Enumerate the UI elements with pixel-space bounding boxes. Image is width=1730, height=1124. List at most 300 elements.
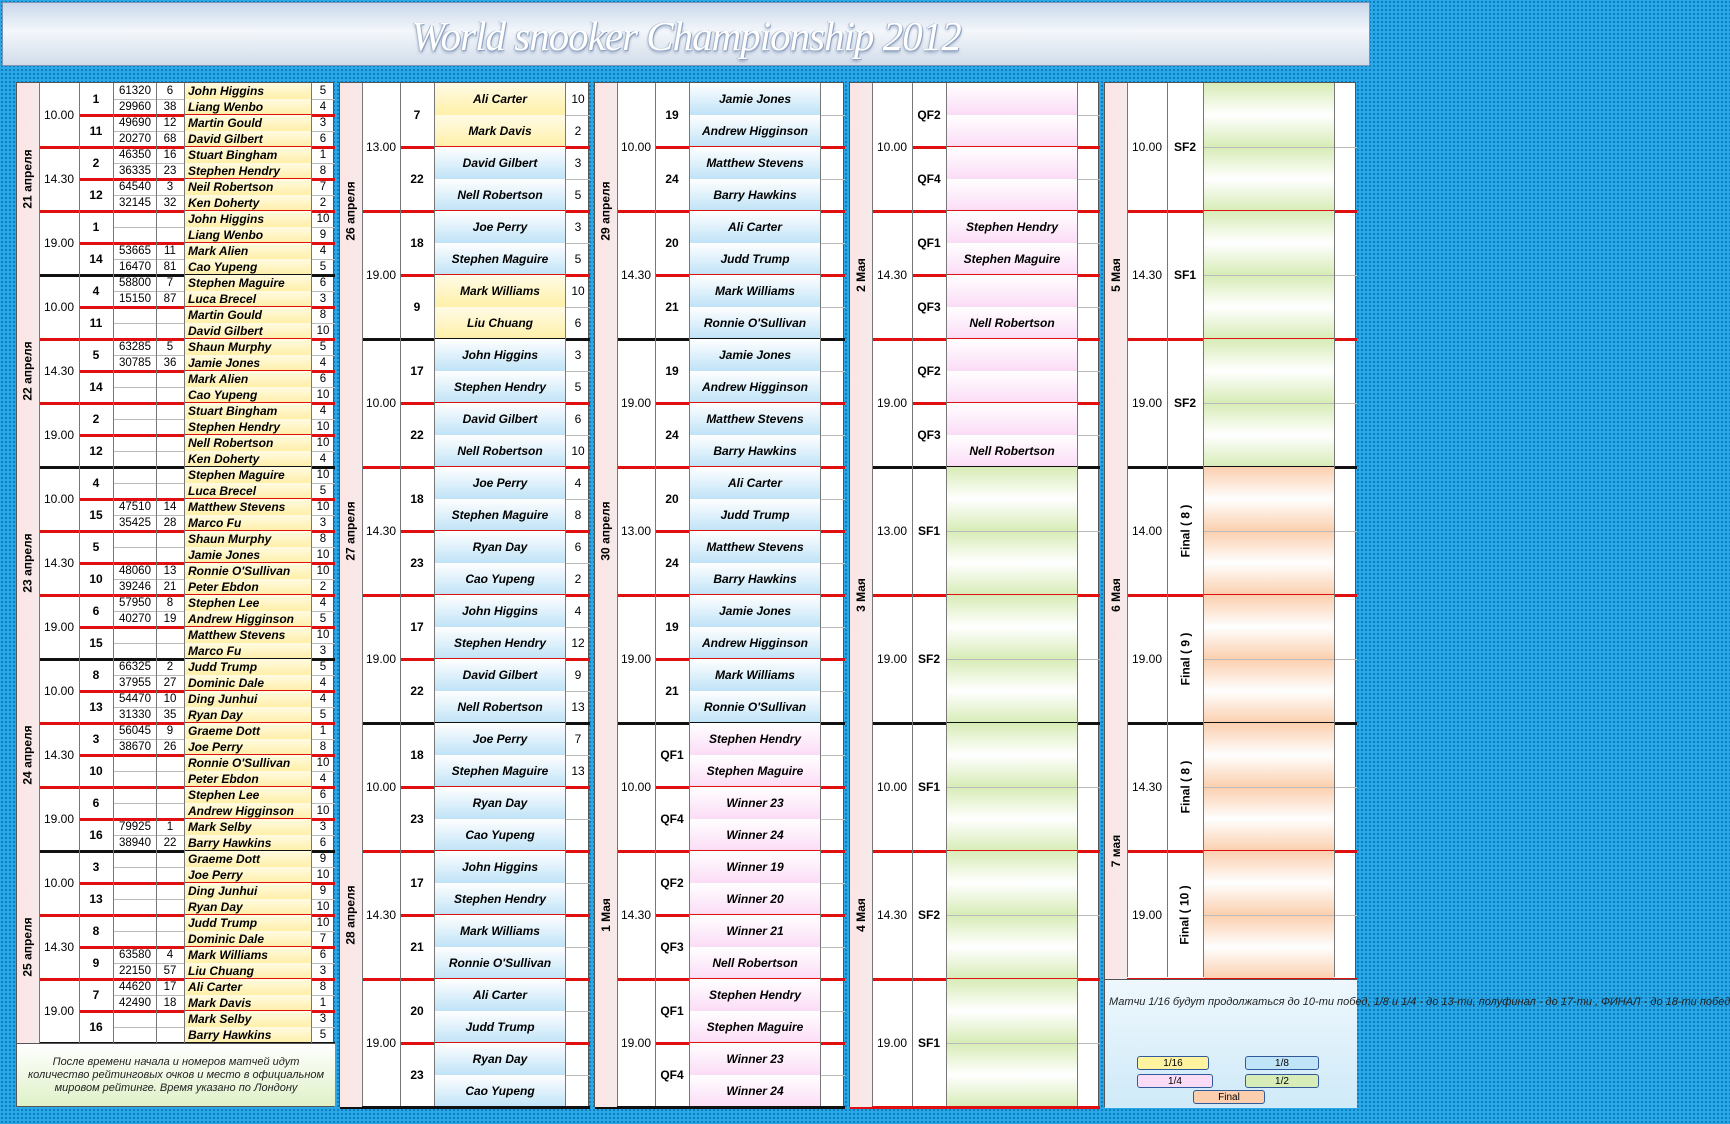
day-label <box>850 467 872 723</box>
day-label-text: 3 Мая <box>854 578 869 612</box>
world-rank: 8 <box>166 597 174 609</box>
player-name: Mark Williams <box>435 275 565 307</box>
match-number: 1 <box>92 220 100 234</box>
match-number: 22 <box>410 684 424 698</box>
player-name: Matthew Stevens <box>690 403 820 435</box>
match-number: 15 <box>89 508 103 522</box>
ranking-points: 48060 <box>119 565 151 577</box>
ranking-points: 58800 <box>119 277 151 289</box>
player-name <box>947 339 1077 371</box>
world-rank: 1 <box>166 821 174 833</box>
session-time: 19.00 <box>1131 652 1163 666</box>
ranking-points: 61320 <box>119 85 151 97</box>
player-name: Judd Trump <box>185 915 311 931</box>
frame-score <box>821 755 845 787</box>
match-number: QF3 <box>660 940 684 954</box>
match-number: 24 <box>665 556 679 570</box>
player-name: Shaun Murphy <box>185 531 311 547</box>
player-name: Barry Hawkins <box>185 1027 311 1043</box>
match-number: 21 <box>665 684 679 698</box>
match-number: 2 <box>92 156 100 170</box>
player-name: Stephen Maguire <box>435 499 565 531</box>
frame-score <box>1335 403 1357 467</box>
session-time: 10.00 <box>43 684 75 698</box>
frame-score <box>1078 851 1100 915</box>
player-name: John Higgins <box>185 83 311 99</box>
day-label <box>17 83 39 275</box>
frame-score: 5 <box>319 613 327 625</box>
player-name: Winner 23 <box>690 1043 820 1075</box>
frame-score <box>821 371 845 403</box>
frame-score: 5 <box>319 341 327 353</box>
world-rank: 16 <box>163 149 177 161</box>
frame-score: 8 <box>319 165 327 177</box>
frame-score: 6 <box>319 789 327 801</box>
frame-score <box>1078 915 1100 979</box>
player-name: Ryan Day <box>185 899 311 915</box>
frame-score: 10 <box>316 389 330 401</box>
player-name: Jamie Jones <box>690 595 820 627</box>
day-label-text: 24 апреля <box>21 725 36 785</box>
match-number <box>1167 595 1203 723</box>
ranking-points: 20270 <box>119 133 151 145</box>
frame-score: 8 <box>319 533 327 545</box>
ranking-points: 39246 <box>119 581 151 593</box>
ranking-points <box>114 1027 156 1043</box>
player-name: David Gilbert <box>185 323 311 339</box>
match-number: 18 <box>410 236 424 250</box>
player-slot <box>947 979 1077 1043</box>
frame-score <box>1078 115 1100 147</box>
frame-score: 1 <box>319 149 327 161</box>
match-number: 10 <box>89 764 103 778</box>
match-number <box>1167 339 1203 467</box>
match-number: 17 <box>410 876 424 890</box>
player-slot <box>947 851 1077 915</box>
player-name: Stephen Maguire <box>690 1011 820 1043</box>
player-name: Martin Gould <box>185 307 311 323</box>
player-name: Cao Yupeng <box>435 563 565 595</box>
player-name: Matthew Stevens <box>690 531 820 563</box>
session-time: 19.00 <box>43 620 75 634</box>
match-number: 17 <box>410 364 424 378</box>
frame-score: 6 <box>319 373 327 385</box>
ranking-points <box>114 931 156 947</box>
match-number: 20 <box>410 1004 424 1018</box>
ranking-points: 30785 <box>119 357 151 369</box>
match-number: 22 <box>410 172 424 186</box>
frame-score: 2 <box>319 197 327 209</box>
player-name: Nell Robertson <box>947 307 1077 339</box>
player-name: Matthew Stevens <box>185 627 311 643</box>
world-rank: 14 <box>163 501 177 513</box>
frame-score: 10 <box>316 869 330 881</box>
frame-score <box>821 339 845 371</box>
frame-score: 3 <box>319 645 327 657</box>
frame-score <box>821 627 845 659</box>
session-time: 14.30 <box>43 172 75 186</box>
frame-score: 4 <box>319 773 327 785</box>
ranking-points: 42490 <box>119 997 151 1009</box>
match-number: 4 <box>92 284 100 298</box>
column-divider <box>400 83 401 1106</box>
frame-score <box>566 915 590 947</box>
frame-score: 13 <box>571 700 585 714</box>
match-number: 13 <box>89 700 103 714</box>
player-name: Stephen Maguire <box>435 243 565 275</box>
ranking-points <box>114 547 156 563</box>
column-divider <box>689 83 690 1106</box>
frame-score: 2 <box>574 124 582 138</box>
world-rank: 28 <box>163 517 177 529</box>
frame-score <box>1078 1043 1100 1107</box>
match-number-text: Final ( 9 ) <box>1178 632 1193 686</box>
frame-score: 4 <box>319 677 327 689</box>
player-name: Ali Carter <box>690 211 820 243</box>
world-rank <box>156 771 184 787</box>
frame-score <box>821 211 845 243</box>
column-divider <box>1334 83 1335 977</box>
ranking-points <box>114 755 156 771</box>
player-name: Marco Fu <box>185 643 311 659</box>
column-divider <box>946 83 947 1106</box>
ranking-points <box>114 851 156 867</box>
match-number: QF4 <box>917 172 941 186</box>
player-name <box>947 179 1077 211</box>
player-name: Ali Carter <box>185 979 311 995</box>
player-name: Judd Trump <box>185 659 311 675</box>
frame-score <box>821 179 845 211</box>
player-name: Jamie Jones <box>690 339 820 371</box>
session-time: 19.00 <box>876 396 908 410</box>
column-divider <box>39 83 40 1106</box>
world-rank <box>156 643 184 659</box>
world-rank: 38 <box>163 101 177 113</box>
world-rank <box>156 435 184 451</box>
player-name: Ryan Day <box>185 707 311 723</box>
frame-score: 3 <box>574 348 582 362</box>
match-number: 4 <box>92 476 100 490</box>
player-name: Nell Robertson <box>947 435 1077 467</box>
session-time: 19.00 <box>620 1036 652 1050</box>
match-number: 8 <box>92 924 100 938</box>
column-divider <box>820 83 821 1106</box>
world-rank: 81 <box>163 261 177 273</box>
player-name: Matthew Stevens <box>690 147 820 179</box>
world-rank <box>156 547 184 563</box>
session-time: 13.00 <box>620 524 652 538</box>
player-slot <box>947 659 1077 723</box>
frame-score: 4 <box>319 101 327 113</box>
frame-score <box>1078 531 1100 595</box>
player-name: Stephen Hendry <box>947 211 1077 243</box>
world-rank: 12 <box>163 117 177 129</box>
world-rank: 23 <box>163 165 177 177</box>
world-rank: 2 <box>166 661 174 673</box>
session-time: 10.00 <box>43 300 75 314</box>
player-name: Stephen Lee <box>185 595 311 611</box>
session-time: 19.00 <box>43 428 75 442</box>
frame-score: 10 <box>316 565 330 577</box>
ranking-points <box>114 307 156 323</box>
match-number: 3 <box>92 732 100 746</box>
frame-score <box>1078 243 1100 275</box>
column-divider <box>362 83 363 1106</box>
match-number: 23 <box>410 1068 424 1082</box>
frame-score: 10 <box>316 901 330 913</box>
player-name: Mark Selby <box>185 819 311 835</box>
frame-score: 6 <box>574 540 582 554</box>
day-divider <box>595 1106 845 1109</box>
player-name: Joe Perry <box>435 723 565 755</box>
ranking-points: 29960 <box>119 101 151 113</box>
player-name: Ryan Day <box>435 1043 565 1075</box>
player-name: Stephen Lee <box>185 787 311 803</box>
player-name: Cao Yupeng <box>435 1075 565 1107</box>
match-number: 3 <box>92 860 100 874</box>
ranking-points <box>114 403 156 419</box>
frame-score <box>1078 83 1100 115</box>
player-name: Mark Williams <box>435 915 565 947</box>
match-number: 18 <box>410 492 424 506</box>
frame-score: 9 <box>319 853 327 865</box>
match-number: 22 <box>410 428 424 442</box>
player-name: Shaun Murphy <box>185 339 311 355</box>
frame-score: 1 <box>319 997 327 1009</box>
ranking-points: 38940 <box>119 837 151 849</box>
world-rank: 32 <box>163 197 177 209</box>
player-name: Matthew Stevens <box>185 499 311 515</box>
frame-score: 10 <box>571 284 585 298</box>
session-time: 10.00 <box>43 876 75 890</box>
world-rank <box>156 387 184 403</box>
world-rank: 11 <box>164 245 176 257</box>
day-label-text: 26 апреля <box>344 181 359 241</box>
match-number: 2 <box>92 412 100 426</box>
frame-score <box>566 947 590 979</box>
session-time: 10.00 <box>43 108 75 122</box>
player-name <box>947 371 1077 403</box>
legend-swatch: Final <box>1193 1090 1265 1104</box>
frame-score: 9 <box>319 885 327 897</box>
player-slot <box>1204 211 1334 275</box>
player-name: Ryan Day <box>435 531 565 563</box>
match-number: 7 <box>413 108 421 122</box>
player-slot <box>1204 403 1334 467</box>
player-name: Mark Davis <box>185 995 311 1011</box>
frame-score <box>821 147 845 179</box>
column-divider <box>655 83 656 1106</box>
world-rank <box>156 451 184 467</box>
player-name: Stephen Hendry <box>690 723 820 755</box>
world-rank: 18 <box>163 997 177 1009</box>
ranking-points <box>114 323 156 339</box>
column-divider <box>565 83 566 1106</box>
player-name: Ali Carter <box>690 467 820 499</box>
player-slot <box>1204 275 1334 339</box>
frame-score <box>1335 787 1357 851</box>
ranking-points: 37955 <box>119 677 151 689</box>
title-banner <box>2 2 1370 66</box>
world-rank: 35 <box>163 709 177 721</box>
session-divider <box>850 1106 1100 1109</box>
frame-score <box>566 1043 590 1075</box>
world-rank <box>156 915 184 931</box>
frame-score <box>1078 435 1100 467</box>
frame-score <box>1335 531 1357 595</box>
player-name: Nell Robertson <box>185 435 311 451</box>
ranking-points: 56045 <box>119 725 151 737</box>
match-number: QF1 <box>917 236 941 250</box>
ranking-points: 38670 <box>119 741 151 753</box>
player-slot <box>1204 467 1334 531</box>
player-name: Jamie Jones <box>690 83 820 115</box>
frame-score: 4 <box>574 604 582 618</box>
player-name: Peter Ebdon <box>185 579 311 595</box>
frame-score: 10 <box>316 437 330 449</box>
player-name: Ronnie O'Sullivan <box>185 563 311 579</box>
frame-score <box>821 499 845 531</box>
session-time: 19.00 <box>620 652 652 666</box>
world-rank: 6 <box>166 85 174 97</box>
player-slot <box>947 595 1077 659</box>
player-slot <box>1204 659 1334 723</box>
column-divider <box>617 83 618 1106</box>
frame-score: 2 <box>319 581 327 593</box>
frame-score: 10 <box>316 805 330 817</box>
player-name: Mark Alien <box>185 371 311 387</box>
world-rank <box>156 883 184 899</box>
frame-score: 7 <box>574 732 582 746</box>
player-name: Winner 23 <box>690 787 820 819</box>
player-slot <box>1204 83 1334 147</box>
frame-score: 13 <box>571 764 585 778</box>
match-number: SF2 <box>917 652 940 666</box>
ranking-points: 36335 <box>119 165 151 177</box>
legend-swatch: 1/4 <box>1137 1074 1213 1088</box>
ranking-points: 44620 <box>119 981 151 993</box>
player-name <box>947 275 1077 307</box>
frame-score <box>821 979 845 1011</box>
frame-score: 5 <box>574 188 582 202</box>
frame-score: 3 <box>319 293 327 305</box>
match-number: 18 <box>410 748 424 762</box>
player-name: David Gilbert <box>185 131 311 147</box>
match-number: 15 <box>89 636 103 650</box>
player-name: Liu Chuang <box>435 307 565 339</box>
player-name: Stephen Maguire <box>185 467 311 483</box>
ranking-points: 47510 <box>119 501 151 513</box>
match-number <box>1167 83 1203 211</box>
frame-score: 5 <box>574 252 582 266</box>
player-name: Stephen Hendry <box>690 979 820 1011</box>
frame-score: 10 <box>316 421 330 433</box>
player-slot <box>1204 339 1334 403</box>
column-divider <box>311 83 312 1106</box>
world-rank <box>156 899 184 915</box>
player-name: Marco Fu <box>185 515 311 531</box>
frame-score: 3 <box>319 117 327 129</box>
match-number: 12 <box>89 444 103 458</box>
panel-quarterfinals-semis <box>849 82 1099 1107</box>
player-name: Barry Hawkins <box>690 179 820 211</box>
frame-score: 5 <box>574 380 582 394</box>
match-number: 16 <box>89 828 103 842</box>
frame-score: 6 <box>319 133 327 145</box>
player-slot <box>1204 787 1334 851</box>
player-name: Judd Trump <box>690 243 820 275</box>
frame-score <box>821 1075 845 1107</box>
frame-score <box>821 531 845 563</box>
world-rank <box>156 227 184 243</box>
match-number-text: Final ( 8 ) <box>1178 760 1193 814</box>
frame-score: 5 <box>319 709 327 721</box>
world-rank <box>156 867 184 883</box>
frame-score: 8 <box>574 508 582 522</box>
player-name: Graeme Dott <box>185 851 311 867</box>
match-number: QF1 <box>660 748 684 762</box>
match-number <box>1167 723 1203 851</box>
session-time: 14.00 <box>1131 524 1163 538</box>
frame-score: 3 <box>574 220 582 234</box>
match-number: 6 <box>92 604 100 618</box>
player-name: Peter Ebdon <box>185 771 311 787</box>
match-number: 8 <box>92 668 100 682</box>
ranking-points <box>114 627 156 643</box>
frame-score: 8 <box>319 981 327 993</box>
frame-score <box>821 883 845 915</box>
match-number: SF1 <box>917 1036 940 1050</box>
match-number: 19 <box>665 364 679 378</box>
match-number-text: SF2 <box>1173 140 1196 154</box>
frame-score: 6 <box>319 277 327 289</box>
session-time: 14.30 <box>43 364 75 378</box>
frame-score <box>821 275 845 307</box>
player-name: Ryan Day <box>435 787 565 819</box>
frame-score: 9 <box>574 668 582 682</box>
day-label <box>340 723 362 1107</box>
player-name: Dominic Dale <box>185 675 311 691</box>
session-time: 19.00 <box>43 236 75 250</box>
frame-score <box>566 819 590 851</box>
ranking-points <box>114 371 156 387</box>
session-time: 19.00 <box>365 268 397 282</box>
frame-score: 4 <box>319 597 327 609</box>
session-time: 10.00 <box>620 140 652 154</box>
ranking-points <box>114 803 156 819</box>
session-time: 10.00 <box>876 140 908 154</box>
player-name: Ken Doherty <box>185 451 311 467</box>
frame-score: 5 <box>319 261 327 273</box>
match-number: 9 <box>92 956 100 970</box>
column-divider <box>184 83 185 1106</box>
player-name: Joe Perry <box>435 211 565 243</box>
frame-score <box>1335 467 1357 531</box>
player-name: Cao Yupeng <box>435 819 565 851</box>
day-divider <box>340 1106 590 1109</box>
player-name: Dominic Dale <box>185 931 311 947</box>
frame-score: 10 <box>316 325 330 337</box>
frame-score: 10 <box>316 501 330 513</box>
match-number: 21 <box>410 940 424 954</box>
match-number: SF1 <box>917 524 940 538</box>
ranking-points <box>114 1011 156 1027</box>
match-number <box>1167 211 1203 339</box>
ranking-points <box>114 915 156 931</box>
frame-score <box>1335 83 1357 147</box>
frame-score <box>1078 147 1100 179</box>
ranking-points <box>114 419 156 435</box>
